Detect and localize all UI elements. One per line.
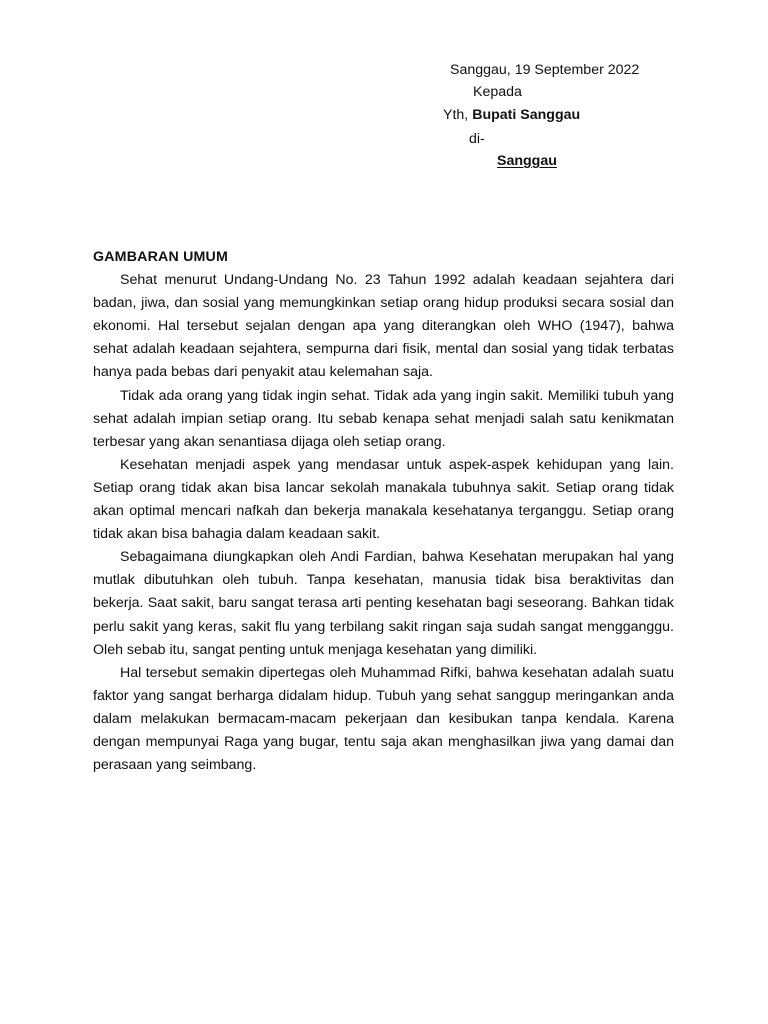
recipient-city: Sanggau: [497, 153, 557, 169]
recipient-name: Bupati Sanggau: [472, 107, 581, 123]
paragraph: Sehat menurut Undang-Undang No. 23 Tahun 1992 adalah keadaan sejahtera dari badan, jiwa, dan sosial yang memungkinkan setiap orang hidup produksi secara sosial dan ekonomi. Hal tersebut sejalan dengan apa yang diterangkan oleh WHO (1947), bahwa sehat adalah keadaan sejahtera, sempurna dari fisik, mental dan sosial yang tidak terbatas hanya pada bebas dari penyakit atau kelemahan saja.: [93, 272, 674, 381]
kepada-label: Kepada: [473, 84, 522, 100]
place-date: Sanggau, 19 September 2022: [450, 62, 640, 78]
yth-prefix: Yth,: [443, 107, 469, 123]
di-label: di-: [469, 131, 485, 147]
paragraph: Kesehatan menjadi aspek yang mendasar untuk aspek-aspek kehidupan yang lain. Setiap orang tidak akan bisa lancar sekolah manakala tubuhnya sakit. Setiap orang tidak akan optimal mencari nafkah dan bekerja manakala kesehatanya terganggu. Setiap orang tidak akan bisa bahagia dalam keadaan sakit.: [93, 456, 674, 543]
recipient-line: [443, 105, 580, 125]
letter-body: [93, 246, 674, 777]
paragraph: Sebagaimana diungkapkan oleh Andi Fardian, bahwa Kesehatan merupakan hal yang mutlak dibutuhkan oleh tubuh. Tanpa kesehatan, manusia tidak bisa beraktivitas dan bekerja. Saat sakit, baru sangat terasa arti penting kesehatan bagi seseorang. Bahkan tidak perlu sakit yang keras, sakit flu yang terbilang sakit ringan saja sudah sangat mengganggu. Oleh sebab itu, sangat penting untuk menjaga kesehatan yang dimiliki.: [93, 549, 674, 658]
section-heading: GAMBARAN UMUM: [93, 249, 228, 265]
paragraph: Tidak ada orang yang tidak ingin sehat. Tidak ada yang ingin sakit. Memiliki tubuh yang sehat adalah impian setiap orang. Itu sebab kenapa sehat menjadi salah satu kenikmatan terbesar yang akan senantiasa dijaga oleh setiap orang.: [93, 387, 674, 450]
paragraph: Hal tersebut semakin dipertegas oleh Muhammad Rifki, bahwa kesehatan adalah suatu faktor yang sangat berharga didalam hidup. Tubuh yang sehat sanggup meringankan anda dalam melakukan bermacam-macam pekerjaan dan kesibukan tanpa kendala. Karena dengan mempunyai Raga yang bugar, tentu saja akan menghasilkan jiwa yang damai dan perasaan yang seimbang.: [93, 664, 674, 774]
